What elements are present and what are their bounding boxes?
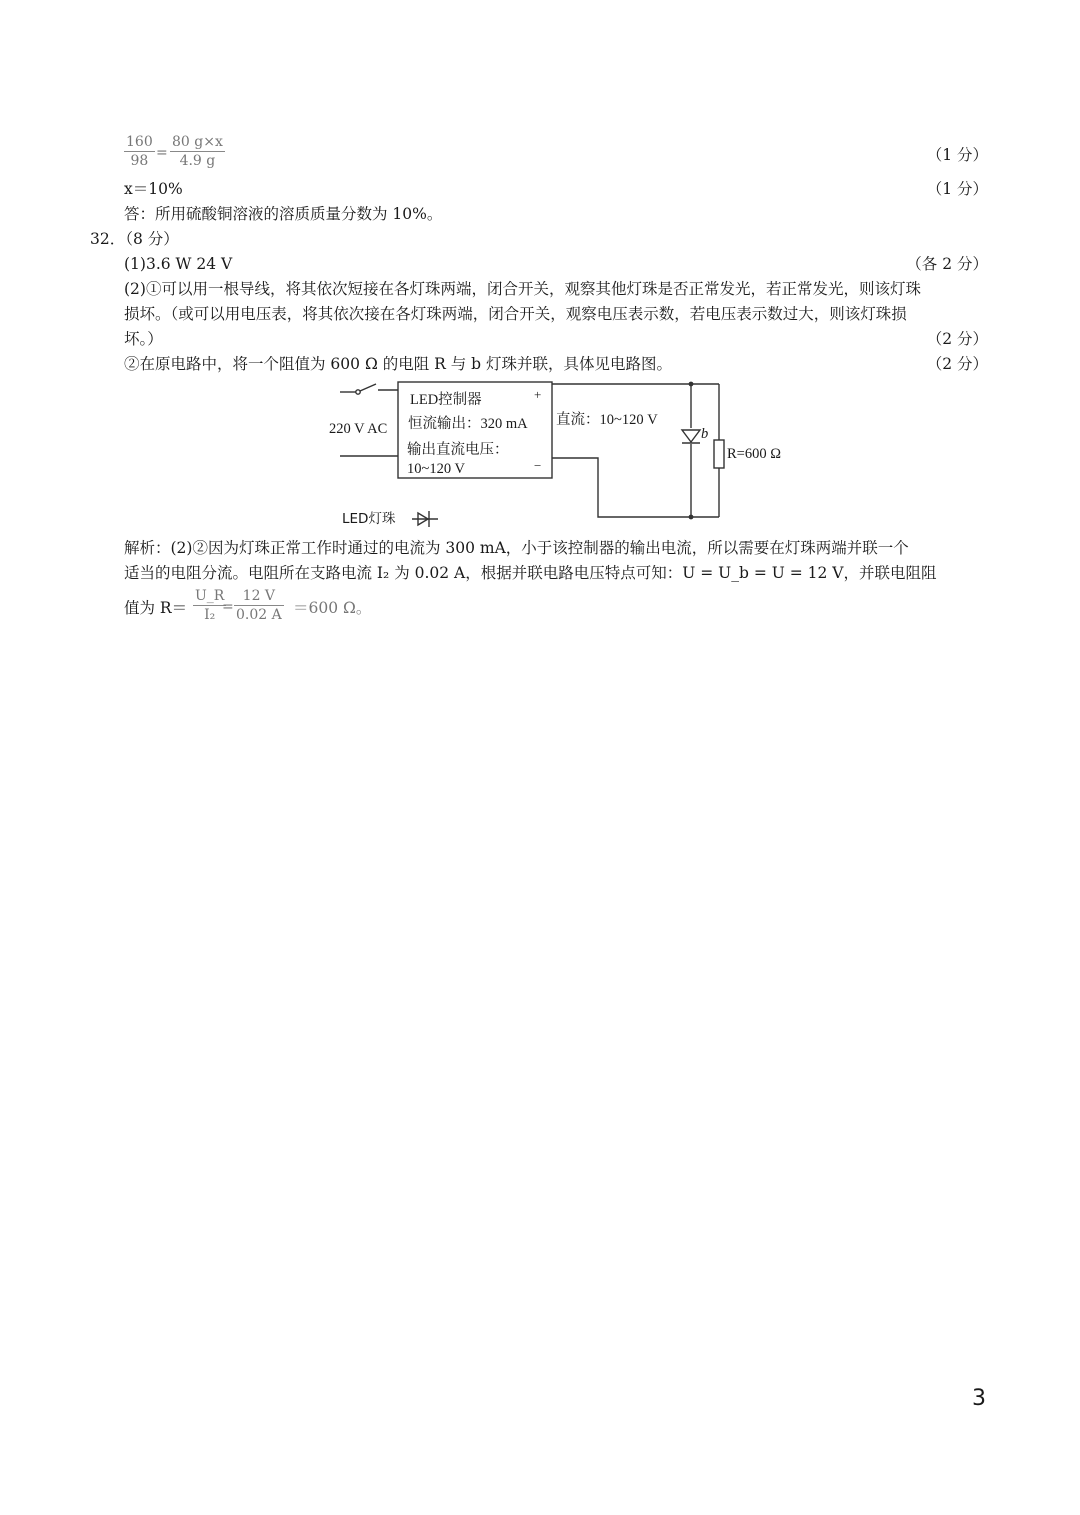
- controller-title: LED控制器: [410, 392, 482, 408]
- score-label: （1 分）: [926, 180, 988, 198]
- score-label: （2 分）: [926, 355, 988, 373]
- resistor-label: R=600 Ω: [727, 446, 781, 462]
- fraction-denominator: 4.9 g: [179, 153, 216, 169]
- fraction-numerator: 160: [126, 134, 153, 150]
- source-voltage-label: 220 V AC: [329, 421, 388, 437]
- wire-negative-out: [552, 458, 719, 517]
- analysis-line3-prefix: 值为 R＝: [124, 599, 188, 617]
- plus-terminal-label: +: [534, 387, 542, 402]
- fraction-12v-over-002a: [234, 588, 284, 623]
- circuit-diagram: [0, 0, 1080, 540]
- equals-sign: =: [222, 599, 234, 615]
- switch-contact: [356, 390, 360, 394]
- score-label: （各 2 分）: [906, 255, 988, 273]
- part2-line3: 坏。）: [124, 330, 163, 348]
- fraction-numerator: U_R: [195, 588, 225, 604]
- led-diode-symbol: [682, 430, 700, 443]
- output-voltage-label: 输出直流电压：: [407, 442, 509, 458]
- junction-dot: [689, 515, 694, 520]
- part1-answer: (1)3.6 W 24 V: [124, 255, 233, 273]
- analysis-line1: 解析：(2)②因为灯珠正常工作时通过的电流为 300 mA，小于该控制器的输出电流，所以需要在灯珠两端并联一个: [124, 539, 909, 557]
- fraction-denominator: 0.02 A: [236, 607, 282, 623]
- answer-line: 答：所用硫酸铜溶液的溶质质量分数为 10%。: [124, 205, 443, 223]
- analysis-result: ＝600 Ω。: [293, 599, 372, 617]
- result-line: x＝10%: [124, 180, 183, 198]
- minus-terminal-label: −: [534, 458, 542, 473]
- legend-diode-icon: [412, 511, 438, 527]
- question-header: 32．（8 分）: [90, 230, 179, 248]
- equals-sign: =: [156, 145, 168, 161]
- lamp-b-label: b: [701, 426, 709, 442]
- switch-blade: [360, 384, 376, 391]
- fraction-denominator: I₂: [204, 607, 216, 623]
- score-label: （2 分）: [926, 330, 988, 348]
- part2-line1: (2)①可以用一根导线，将其依次短接在各灯珠两端，闭合开关，观察其他灯珠是否正常发光，若正常发光，则该灯珠: [124, 280, 921, 298]
- fraction-numerator: 80 g×x: [172, 134, 223, 150]
- analysis-line2: 适当的电阻分流。电阻所在支路电流 I₂ 为 0.02 A，根据并联电路电压特点可知：U = U_b = U = 12 V，并联电阻阻: [124, 564, 937, 582]
- part2-line2: 损坏。（或可以用电压表，将其依次接在各灯珠两端，闭合开关，观察电压表示数，若电压表示数过大，则该灯珠损: [124, 305, 907, 323]
- fraction-denominator: 98: [130, 153, 149, 169]
- score-label: （1 分）: [926, 146, 988, 164]
- output-voltage-range: 10~120 V: [407, 461, 465, 477]
- constant-current-label: 恒流输出：320 mA: [408, 416, 528, 432]
- junction-dot: [689, 382, 694, 387]
- dc-output-label: 直流：10~120 V: [556, 412, 658, 428]
- part2b-line: ②在原电路中，将一个阻值为 600 Ω 的电阻 R 与 b 灯珠并联，具体见电路图。: [124, 355, 673, 373]
- legend-label: LED灯珠: [342, 511, 396, 527]
- fraction-numerator: 12 V: [242, 588, 276, 604]
- resistor-symbol: [714, 440, 724, 468]
- fraction-bar: [234, 605, 284, 606]
- page-number: 3: [972, 1386, 986, 1411]
